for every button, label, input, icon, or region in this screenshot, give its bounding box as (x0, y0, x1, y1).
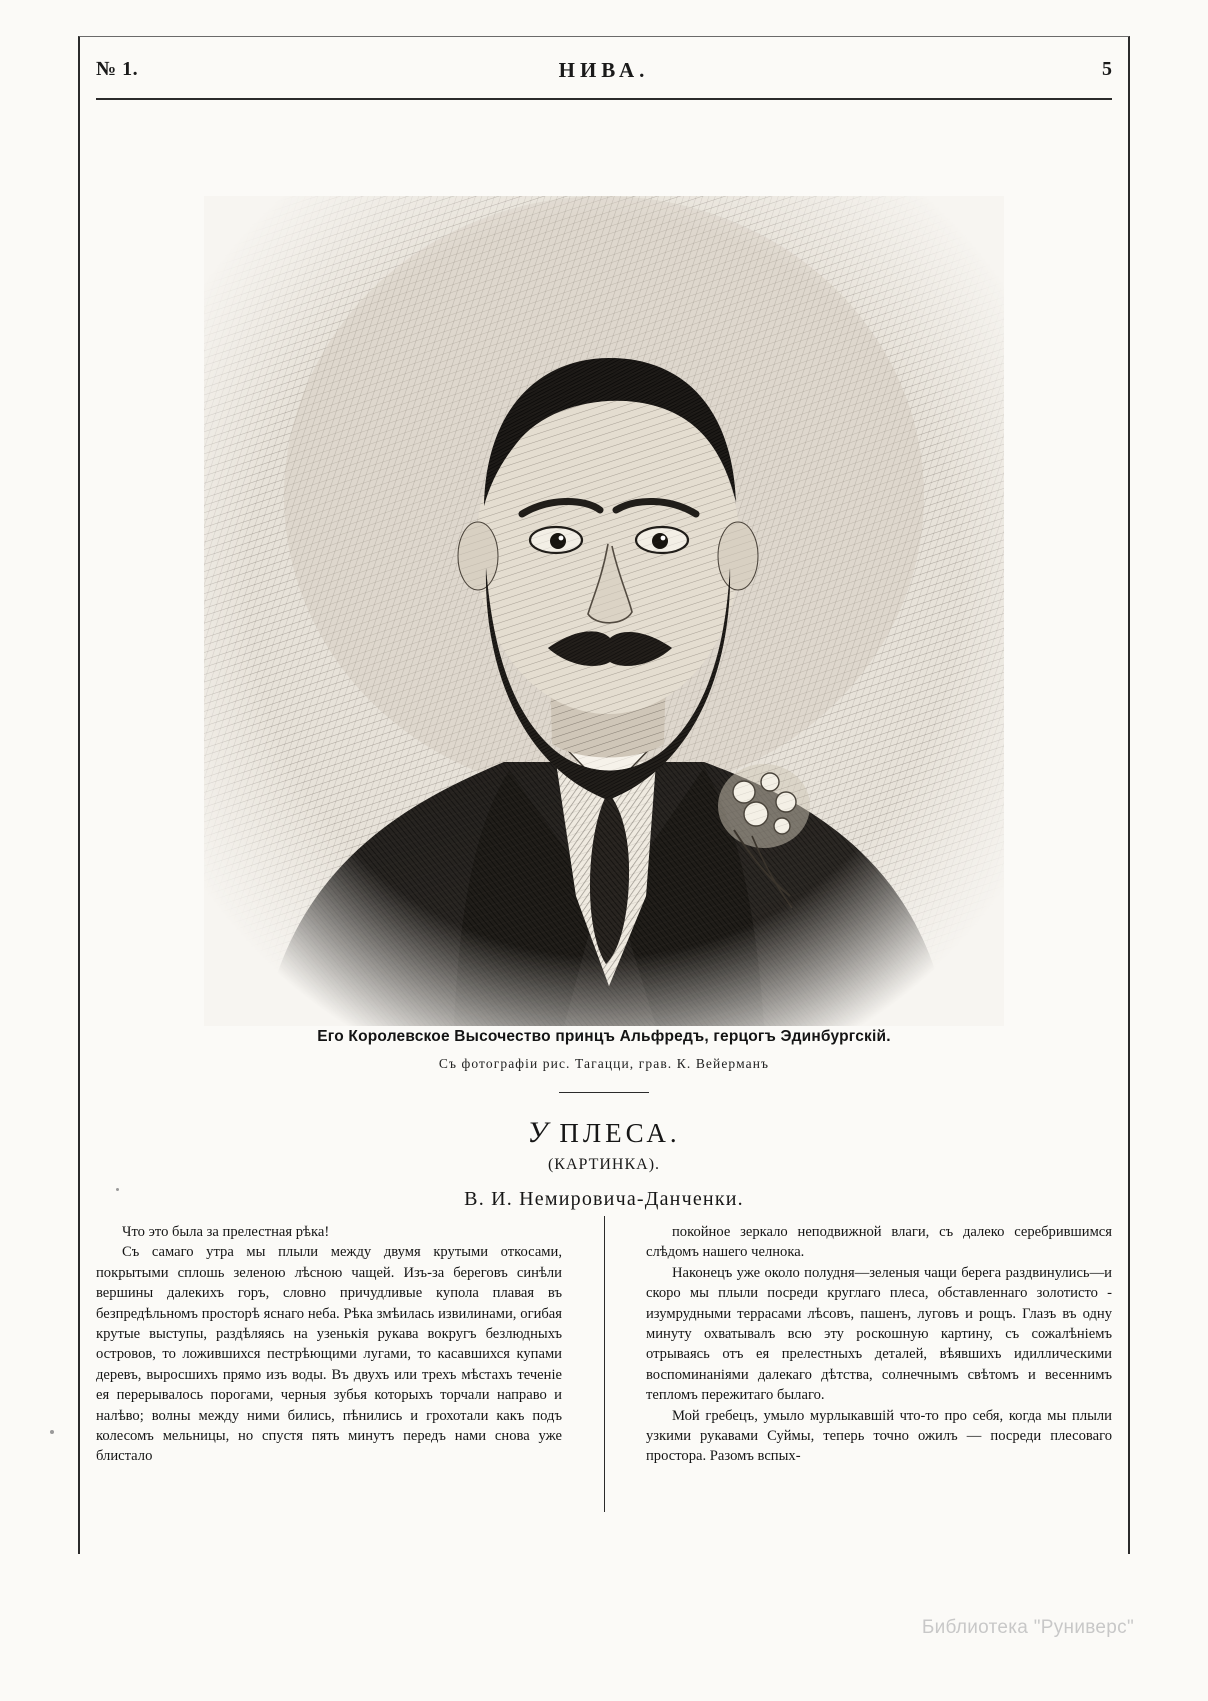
article-title (96, 1116, 1112, 1150)
left-column (96, 1222, 562, 1467)
paragraph: Съ самаго утра мы плыли между двумя крутыми откосами, покрытыми сплошь зеленою лѣсною чащей. Изъ-за береговъ синѣли вершины далекихъ горъ, словно причудливые купола плавая въ безпредѣльномъ просторѣ яснаго неба. Рѣка змѣилась извилинами, огибая крутые выступы, раздѣляясь на узенькія рукава вокругъ безлюдныхъ островов, то ложившихся пестрѣющими лугами, то касавшихся купами деревъ, выросшихъ прямо изъ воды. Въ двухъ или трехъ мѣстахъ теченіе ея перерывалось порогами, черныя зубья которыхъ торчали направо и налѣво; волны между ними бились, пѣнились и грохотали какъ подъ колесомъ мельницы, но спустя пять минутъ передъ нами снова уже блистало (96, 1244, 562, 1465)
illustration-caption: Его Королевское Высочество принцъ Альфредъ, герцогъ Эдинбургскій. (317, 1028, 891, 1045)
column-divider (604, 1216, 605, 1512)
paragraph: Что это была за прелестная рѣка! (122, 1224, 330, 1240)
article-subtitle: (КАРТИНКА). (547, 1156, 661, 1173)
section-divider (559, 1092, 649, 1093)
right-column (646, 1222, 1112, 1467)
library-watermark: Библиотека "Руниверс" (921, 1617, 1134, 1638)
journal-title: НИВА. (558, 58, 650, 82)
paragraph: Наконецъ уже около полудня—зеленыя чащи берега раздвинулись—и скоро мы плыли посреди круглаго плеса, обставленнаго золотисто - изумрудными террасами лѣсовъ, пашенъ, луговъ и рощъ. Глазъ въ одну минуту охватывалъ всю эту роскошную картину, съ сожалѣніемъ отрываясь отъ ея прелестныхъ деталей, вѣявшихъ идиллическими воспоминаніями далекаго дѣтства, солнечнымъ свѣтомъ и весеннимъ тепломъ пережитаго былаго. (646, 1264, 1112, 1404)
running-head (96, 58, 1112, 92)
article-author: В. И. Немировича-Данченки. (464, 1188, 744, 1210)
scan-speck (116, 1188, 119, 1191)
page-number: 5 (1102, 58, 1112, 80)
illustration-credit: Съ фотографіи рис. Тагацци, грав. К. Вейерманъ (438, 1056, 770, 1071)
portrait-engraving (204, 196, 1004, 1026)
header-rule (96, 98, 1112, 100)
paragraph: Мой гребецъ, умыло мурлыкавшій что-то про себя, когда мы плыли узкими рукавами Суймы, теперь точно ожилъ — посреди плесоваго простора. Разомъ вспых- (646, 1407, 1112, 1465)
title-rest: ПЛЕСА. (559, 1118, 681, 1148)
issue-number: № 1. (96, 58, 139, 80)
title-drop-cap: У (527, 1116, 549, 1149)
scan-speck (50, 1430, 54, 1434)
engraving-canvas (204, 196, 1004, 1026)
article-body (96, 1222, 1112, 1510)
paragraph: покойное зеркало неподвижной влаги, съ далеко серебрившимся слѣдомъ нашего челнока. (646, 1224, 1112, 1261)
